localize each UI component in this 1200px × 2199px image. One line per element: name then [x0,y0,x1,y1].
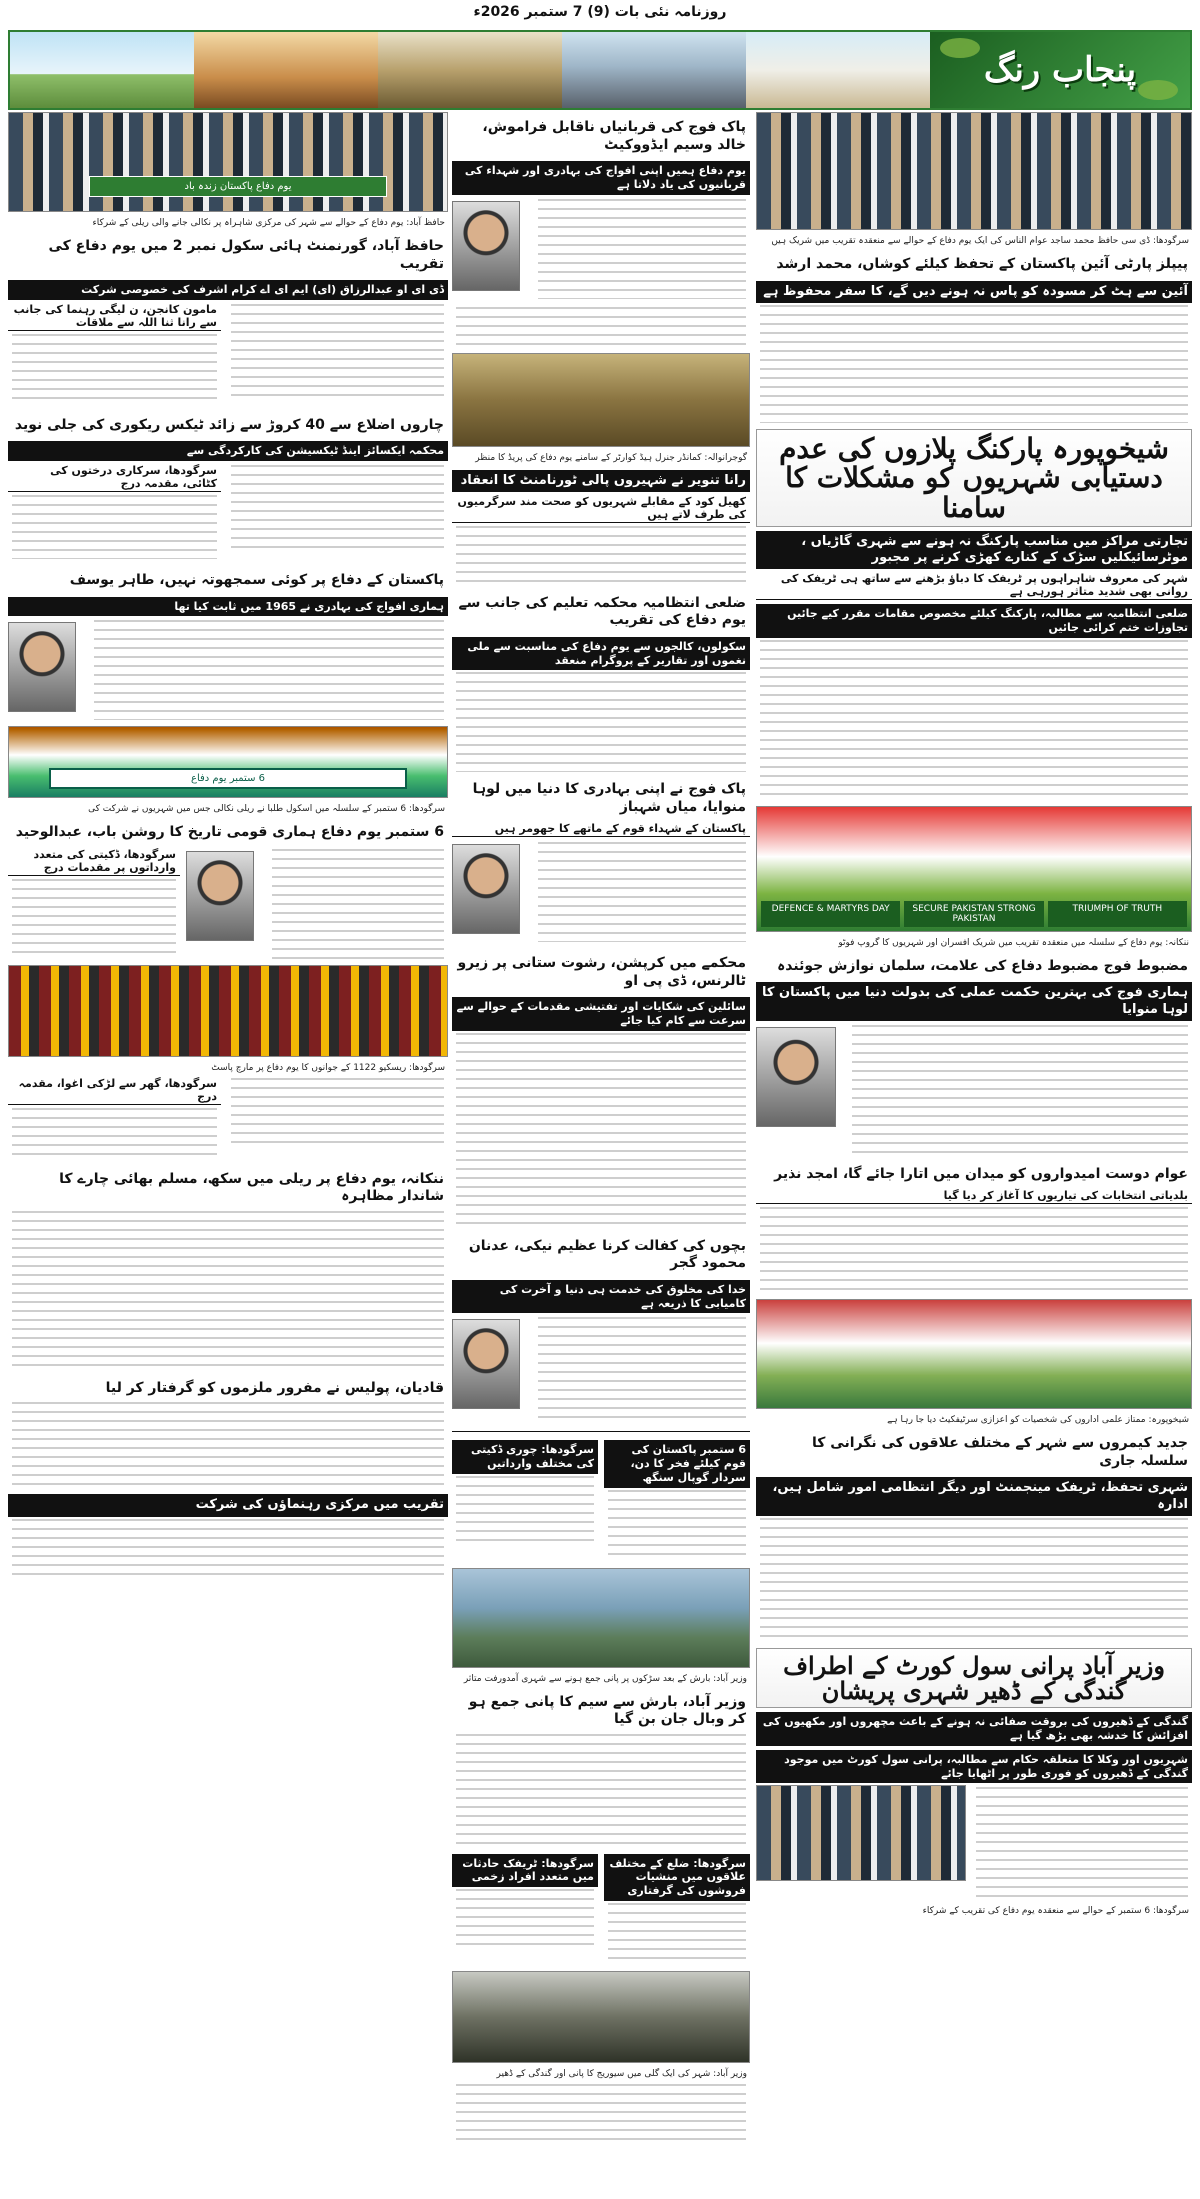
photo-caption: گوجرانوالہ: کمانڈر جنرل ہیڈ کوارٹر کے سامنے یوم دفاع کی پریڈ کا منظر [475,452,747,463]
headline-school-event: حافظ آباد، گورنمنٹ ہائی سکول نمبر 2 میں یوم دفاع کی تقریب [48,238,444,272]
subheadline-tournament: کھیل کود کے مقابلے شہریوں کو صحت مند سرگرمیوں کی طرف لاتے ہیں [452,494,750,523]
masthead-photo-farming [378,32,562,108]
headline-drug-arrests: سرگودھا: ضلع کے مختلف علاقوں میں منشیات فروشوں کی گرفتاری [604,1854,750,1901]
headline-tax-recovery: چاروں اضلاع سے 40 کروڑ سے زائد ٹیکس ریکوری کی جلی نوید [14,416,444,433]
photo-street-sewage [452,1971,750,2063]
headline-interfaith-harmony: ننکانہ، یوم دفاع پر ریلی میں سکھ، مسلم بھائی چارے کا شاندار مظاہرہ [59,1170,444,1205]
article-body [538,199,746,299]
photo-certificate [756,1299,1192,1409]
headline-sewage: وزیر آباد، بارش سے سیم کا پانی جمع ہو کر وبال جان بن گیا [468,1693,746,1727]
portrait-photo [186,851,254,941]
article-body [231,304,444,396]
photo-student-rally [8,726,448,798]
headline-child-sponsorship: بچوں کی کفالت کرنا عظیم نیکی، عدنان محمود گجر [468,1237,746,1272]
photo-caption: سرگودھا: 6 ستمبر کے سلسلہ میں اسکول طلبا نے ریلی نکالی جس میں شہریوں نے شرکت کی [88,804,445,815]
article-body [231,465,444,549]
photo-caption: وزیر آباد: بارش کے بعد سڑکوں پر پانی جمع ہونے سے شہری آمدورفت متاثر [463,1673,747,1684]
subheadline-army-bravery: پاکستان کے شہداء قوم کے ماتھے کا جھومر ہیں [452,821,750,837]
article-body [608,1490,746,1562]
section-title: پنجاب رنگ [983,50,1137,90]
feature-subheadline-2: شہر کی معروف شاہراہوں پر ٹریفک کا دباؤ بڑھنے سے ساتھ ہی ٹریفک کی روانی بھی شدید متاثر ہورہی ہے [756,571,1192,600]
article-body [456,307,746,347]
subheadline-ppp: آئین سے ہٹ کر مسودہ کو پاس نہ ہونے دیں گے، کا سفر محفوظ ہے [756,281,1192,303]
article-body [608,1903,746,1965]
feature-subheadline-2: شہریوں اور وکلا کا متعلقہ حکام سے مطالبہ، پرانی سول کورٹ میں موجود گندگی کے ڈھیروں کو فوری طور پر اٹھایا جائے [756,1750,1192,1784]
photo-caption: شیخوپورہ: ممتاز علمی اداروں کی شخصیات کو اعزازی سرٹیفکیٹ دیا جا رہا ہے [887,1415,1189,1426]
headline-army-bravery: پاک فوج نے اپنی بہادری کا دنیا میں لوہا منوایا، میاں شہباز [472,781,746,815]
section-logo [930,32,1190,108]
masthead-banner [8,30,1192,110]
subheadline-candidates: بلدیاتی انتخابات کی تیاریوں کا آغاز کر دیا گیا [756,1188,1192,1204]
portrait-photo [452,201,520,291]
article-body [760,1207,1188,1293]
article-body [12,1108,217,1158]
column-middle [452,112,750,2192]
headline-ppp: پیپلز پارٹی آئین پاکستان کے تحفظ کیلئے کوشاں، محمد ارشد [776,256,1188,272]
banner-triumph: TRIUMPH OF TRUTH [1048,901,1187,927]
photo-seminar [756,112,1192,230]
article-body [12,1211,444,1371]
photo-caption: ننکانہ: یوم دفاع کے سلسلہ میں منعقدہ تقریب میں شریک افسران اور شہریوں کا گروپ فوٹو [838,937,1189,948]
photo-rain-water [452,1568,750,1668]
feature-subheadline-3: ضلعی انتظامیہ سے مطالبہ، پارکنگ کیلئے مخصوص مقامات مقرر کیے جائیں تجاوزات ختم کرائی جائیں [756,604,1192,638]
headline-pride-day: 6 ستمبر پاکستان کی قوم کیلئے فخر کا دن، سردار گوپال سنگھ [604,1440,750,1487]
article-body [12,1519,444,1579]
headline-kidnapping: سرگودھا، گھر سے لڑکی اغوا، مقدمہ درج [8,1076,221,1105]
masthead-photo-industry [562,32,746,108]
headline-tournament: رانا تنویر نے شہیروں پالی ٹورنامنٹ کا انعقاد [452,470,750,492]
headline-thefts: سرگودھا: چوری ڈکیتی کی مختلف وارداتیں [452,1440,598,1474]
headline-candidates: عوام دوست امیدواروں کو میدان میں اتارا جائے گا، امجد نذیر [774,1165,1188,1182]
banner-secure: SECURE PAKISTAN STRONG PAKISTAN [904,901,1043,927]
article-body [852,1025,1188,1153]
rally-banner: یوم دفاع پاکستان زندہ باد [89,176,387,197]
article-body [760,305,1188,423]
photo-rally [756,1785,966,1881]
headline-zero-tolerance: محکمے میں کرپشن، رشوت ستانی پر زیرو ٹالرنس، ڈی پی او [457,955,746,989]
article-body [12,879,176,959]
headline-pmln-meeting: مامون کانجن، ن لیگی رہنما کی جانب سے رانا ثنا اللہ سے ملاقات [8,302,221,331]
subheadline-no-compromise: ہماری افواج کی بہادری نے 1965 میں ثابت کیا تھا [8,597,448,617]
feature-subheadline: تجارتی مراکز میں مناسب پارکنگ نہ ہونے سے شہری گاڑیاں ، موٹرسائیکلیں سڑک کے کنارے کھڑی کرنے پر مجبور [756,531,1192,570]
photo-caption: وزیر آباد: شہر کی ایک گلی میں سیوریج کا پانی اور گندگی کے ڈھیر [496,2068,747,2079]
photo-caption: سرگودھا: 6 ستمبر کے حوالے سے منعقدہ یوم دفاع کی تقریب کے شرکاء [922,1906,1189,1917]
article-body [456,2084,746,2144]
headline-cameras: جدید کیمروں سے شہر کے مختلف علاقوں کی نگرانی کا سلسلہ جاری [812,1435,1188,1469]
portrait-photo [452,844,520,934]
dateline: روزنامہ نئی بات (9) 7 ستمبر 2026ء [473,4,727,20]
photo-rescue-march [8,965,448,1057]
student-rally-banner: 6 ستمبر یوم دفاع [49,768,407,789]
article-body [456,526,746,586]
headline-defence-day-history: 6 ستمبر یوم دفاع ہماری قومی تاریخ کا روشن باب، عبدالوحید [15,824,444,841]
subheadline-education-event: سکولوں، کالجوں سے یوم دفاع کی مناسبت سے ملی نغموں اور تقاریر کے پروگرام منعقد [452,637,750,671]
headline-no-compromise: پاکستان کے دفاع پر کوئی سمجھوتہ نہیں، طاہر یوسف [69,572,444,588]
headline-army-sacrifices: پاک فوج کی قربانیاں ناقابل فراموش، خالد وسیم ایڈووکیٹ [482,119,746,153]
headline-strong-army: مضبوط فوج مضبوط دفاع کی علامت، سلمان نوازش جوئندہ [777,957,1188,974]
photo-caption: حافظ آباد: یوم دفاع کے حوالے سے شہر کی مرکزی شاہراہ پر نکالی جانے والی ریلی کے شرکاء [92,218,445,228]
photo-caption: سرگودھا: ڈی سی حافظ محمد ساجد عوام الناس کی ایک یوم دفاع کے حوالے سے منعقدہ تقریب میں شریک ہیں [771,236,1189,246]
subheadline-strong-army: ہماری فوج کی بہترین حکمت عملی کی بدولت دنیا میں پاکستان کا لوہا منوایا [756,982,1192,1021]
subheadline-cameras: شہری تحفظ، ٹریفک مینجمنٹ اور دیگر انتظامی امور شامل ہیں، ادارہ [756,1477,1192,1516]
article-body [976,1787,1188,1897]
article-body [272,849,444,959]
article-body [456,672,746,772]
banner-defence: DEFENCE & MARTYRS DAY [761,901,900,927]
column-right [756,112,1192,2192]
article-body [12,334,217,404]
masthead-photo-crafts [194,32,378,108]
article-body [231,1078,444,1148]
portrait-photo [452,1319,520,1409]
article-body [538,1317,746,1421]
headline-tree-cutting: سرگودھا، سرکاری درختوں کی کٹائی، مقدمہ درج [8,463,221,492]
subheadline-school-event: ڈی ای او عبدالرزاق (ای) ایم ای اے کرام اشرف کی خصوصی شرکت [8,280,448,300]
subheadline-child-sponsorship: خدا کی مخلوق کی خدمت ہی دنیا و آخرت کی کامیابی کا ذریعہ ہے [452,1280,750,1314]
photo-defence-day [756,806,1192,932]
article-body [456,1734,746,1844]
headline-accidents: سرگودھا: ٹریفک حادثات میں متعدد افراد زخمی [452,1854,598,1888]
article-body [760,640,1188,800]
article-body [12,495,217,559]
article-body [456,1476,594,1548]
portrait-photo [8,622,76,712]
headline-education-event: ضلعی انتظامیہ محکمہ تعلیم کی جانب سے یوم دفاع کی تقریب [458,594,746,629]
article-body [94,620,444,720]
subheadline-tax-recovery: محکمہ ایکسائز اینڈ ٹیکسیشن کی کارکردگی سے [8,441,448,461]
headline-police-arrests: قادیان، پولیس نے مفرور ملزموں کو گرفتار کر لیا [105,1379,444,1396]
article-body [538,842,746,942]
article-body [12,1402,444,1488]
article-body [760,1518,1188,1642]
masthead-photo-mosque [746,32,930,108]
subheadline: یوم دفاع ہمیں اپنی افواج کی بہادری اور شہداء کی قربانیوں کی یاد دلاتا ہے [452,161,750,195]
photo-caption: سرگودھا: ریسکیو 1122 کے جوانوں کا یوم دفاع پر مارچ پاسٹ [211,1062,445,1073]
article-body [456,1889,594,1951]
masthead-photo-monument [10,32,194,108]
photo-rally [8,112,448,212]
article-body [456,1033,746,1229]
headline-robbery-cases: سرگودھا، ڈکیتی کی متعدد وارداتوں پر مقدمات درج [8,847,180,876]
feature-headline-garbage: وزیر آباد پرانی سول کورٹ کے اطراف گندگی کے ڈھیر شہری پریشان [756,1648,1192,1708]
photo-parade [452,353,750,447]
column-left [8,112,448,2192]
feature-headline-parking: شیخوپورہ پارکنگ پلازوں کی عدم دستیابی شہریوں کو مشکلات کا سامنا [756,429,1192,527]
feature-subheadline: گندگی کے ڈھیروں کی بروقت صفائی نہ ہونے کے باعث مچھروں اور مکھیوں کی افزائش کا خدشہ بھی بڑھ گیا ہے [756,1712,1192,1746]
portrait-photo [756,1027,836,1127]
headline-central-leaders: تقریب میں مرکزی رہنماؤں کی شرکت [8,1494,448,1516]
subheadline-zero-tolerance: سائلین کی شکایات اور تفتیشی مقدمات کے حوالے سے سرعت سے کام کیا جائے [452,997,750,1031]
